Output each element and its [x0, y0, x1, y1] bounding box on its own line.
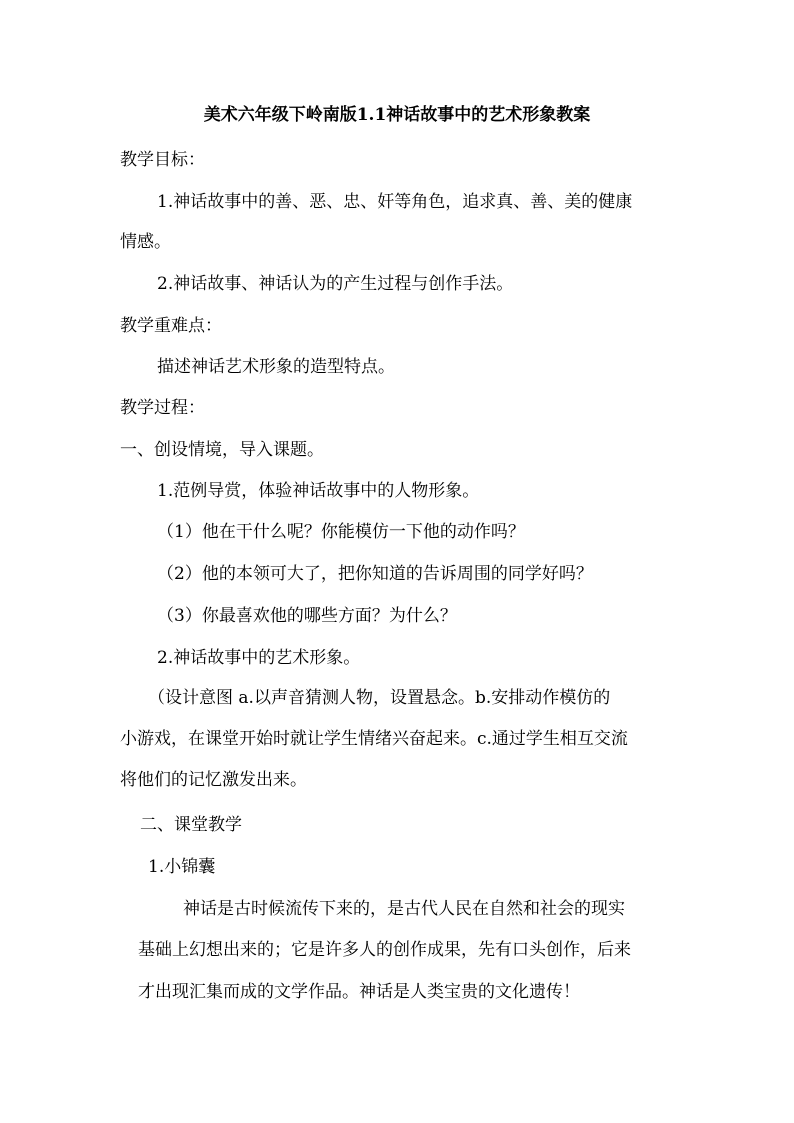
objective-2: 2.神话故事、神话认为的产生过程与创作手法。 — [157, 274, 514, 294]
objectives-heading: 教学目标： — [120, 150, 205, 170]
keypoints-heading: 教学重难点： — [120, 316, 222, 336]
section-1-question-2: （2）他的本领可大了，把你知道的告诉周围的同学好吗？ — [157, 564, 593, 584]
process-heading: 教学过程： — [120, 398, 205, 418]
design-intent-line3: 将他们的记忆激发出来。 — [120, 770, 307, 790]
section-1-question-1: （1）他在干什么呢？你能模仿一下他的动作吗？ — [157, 522, 525, 542]
section-2-paragraph-line1: 神话是古时候流传下来的，是古代人民在自然和社会的现实 — [183, 899, 625, 919]
objective-1-line1: 1.神话故事中的善、恶、忠、奸等角色，追求真、善、美的健康 — [157, 192, 633, 212]
document-title: 美术六年级下岭南版1.1神话故事中的艺术形象教案 — [203, 105, 591, 125]
section-1-question-3: （3）你最喜欢他的哪些方面？为什么？ — [157, 606, 457, 626]
section-1-heading: 一、创设情境，导入课题。 — [120, 440, 324, 460]
section-1-item-1: 1.范例导赏，体验神话故事中的人物形象。 — [157, 481, 480, 501]
design-intent-line1: （设计意图 a.以声音猜测人物，设置悬念。b.安排动作模仿的 — [148, 688, 611, 708]
section-2-item-1: 1.小锦囊 — [148, 857, 216, 877]
section-2-paragraph-line3: 才出现汇集而成的文学作品。神话是人类宝贵的文化遗传！ — [138, 982, 580, 1002]
design-intent-line2: 小游戏，在课堂开始时就让学生情绪兴奋起来。c.通过学生相互交流 — [120, 729, 628, 749]
section-1-item-2: 2.神话故事中的艺术形象。 — [157, 648, 361, 668]
section-2-paragraph-line2: 基础上幻想出来的；它是许多人的创作成果，先有口头创作，后来 — [138, 940, 631, 960]
keypoint-1: 描述神话艺术形象的造型特点。 — [157, 357, 395, 377]
objective-1-line2: 情感。 — [120, 232, 171, 252]
section-2-heading: 二、课堂教学 — [140, 815, 242, 835]
